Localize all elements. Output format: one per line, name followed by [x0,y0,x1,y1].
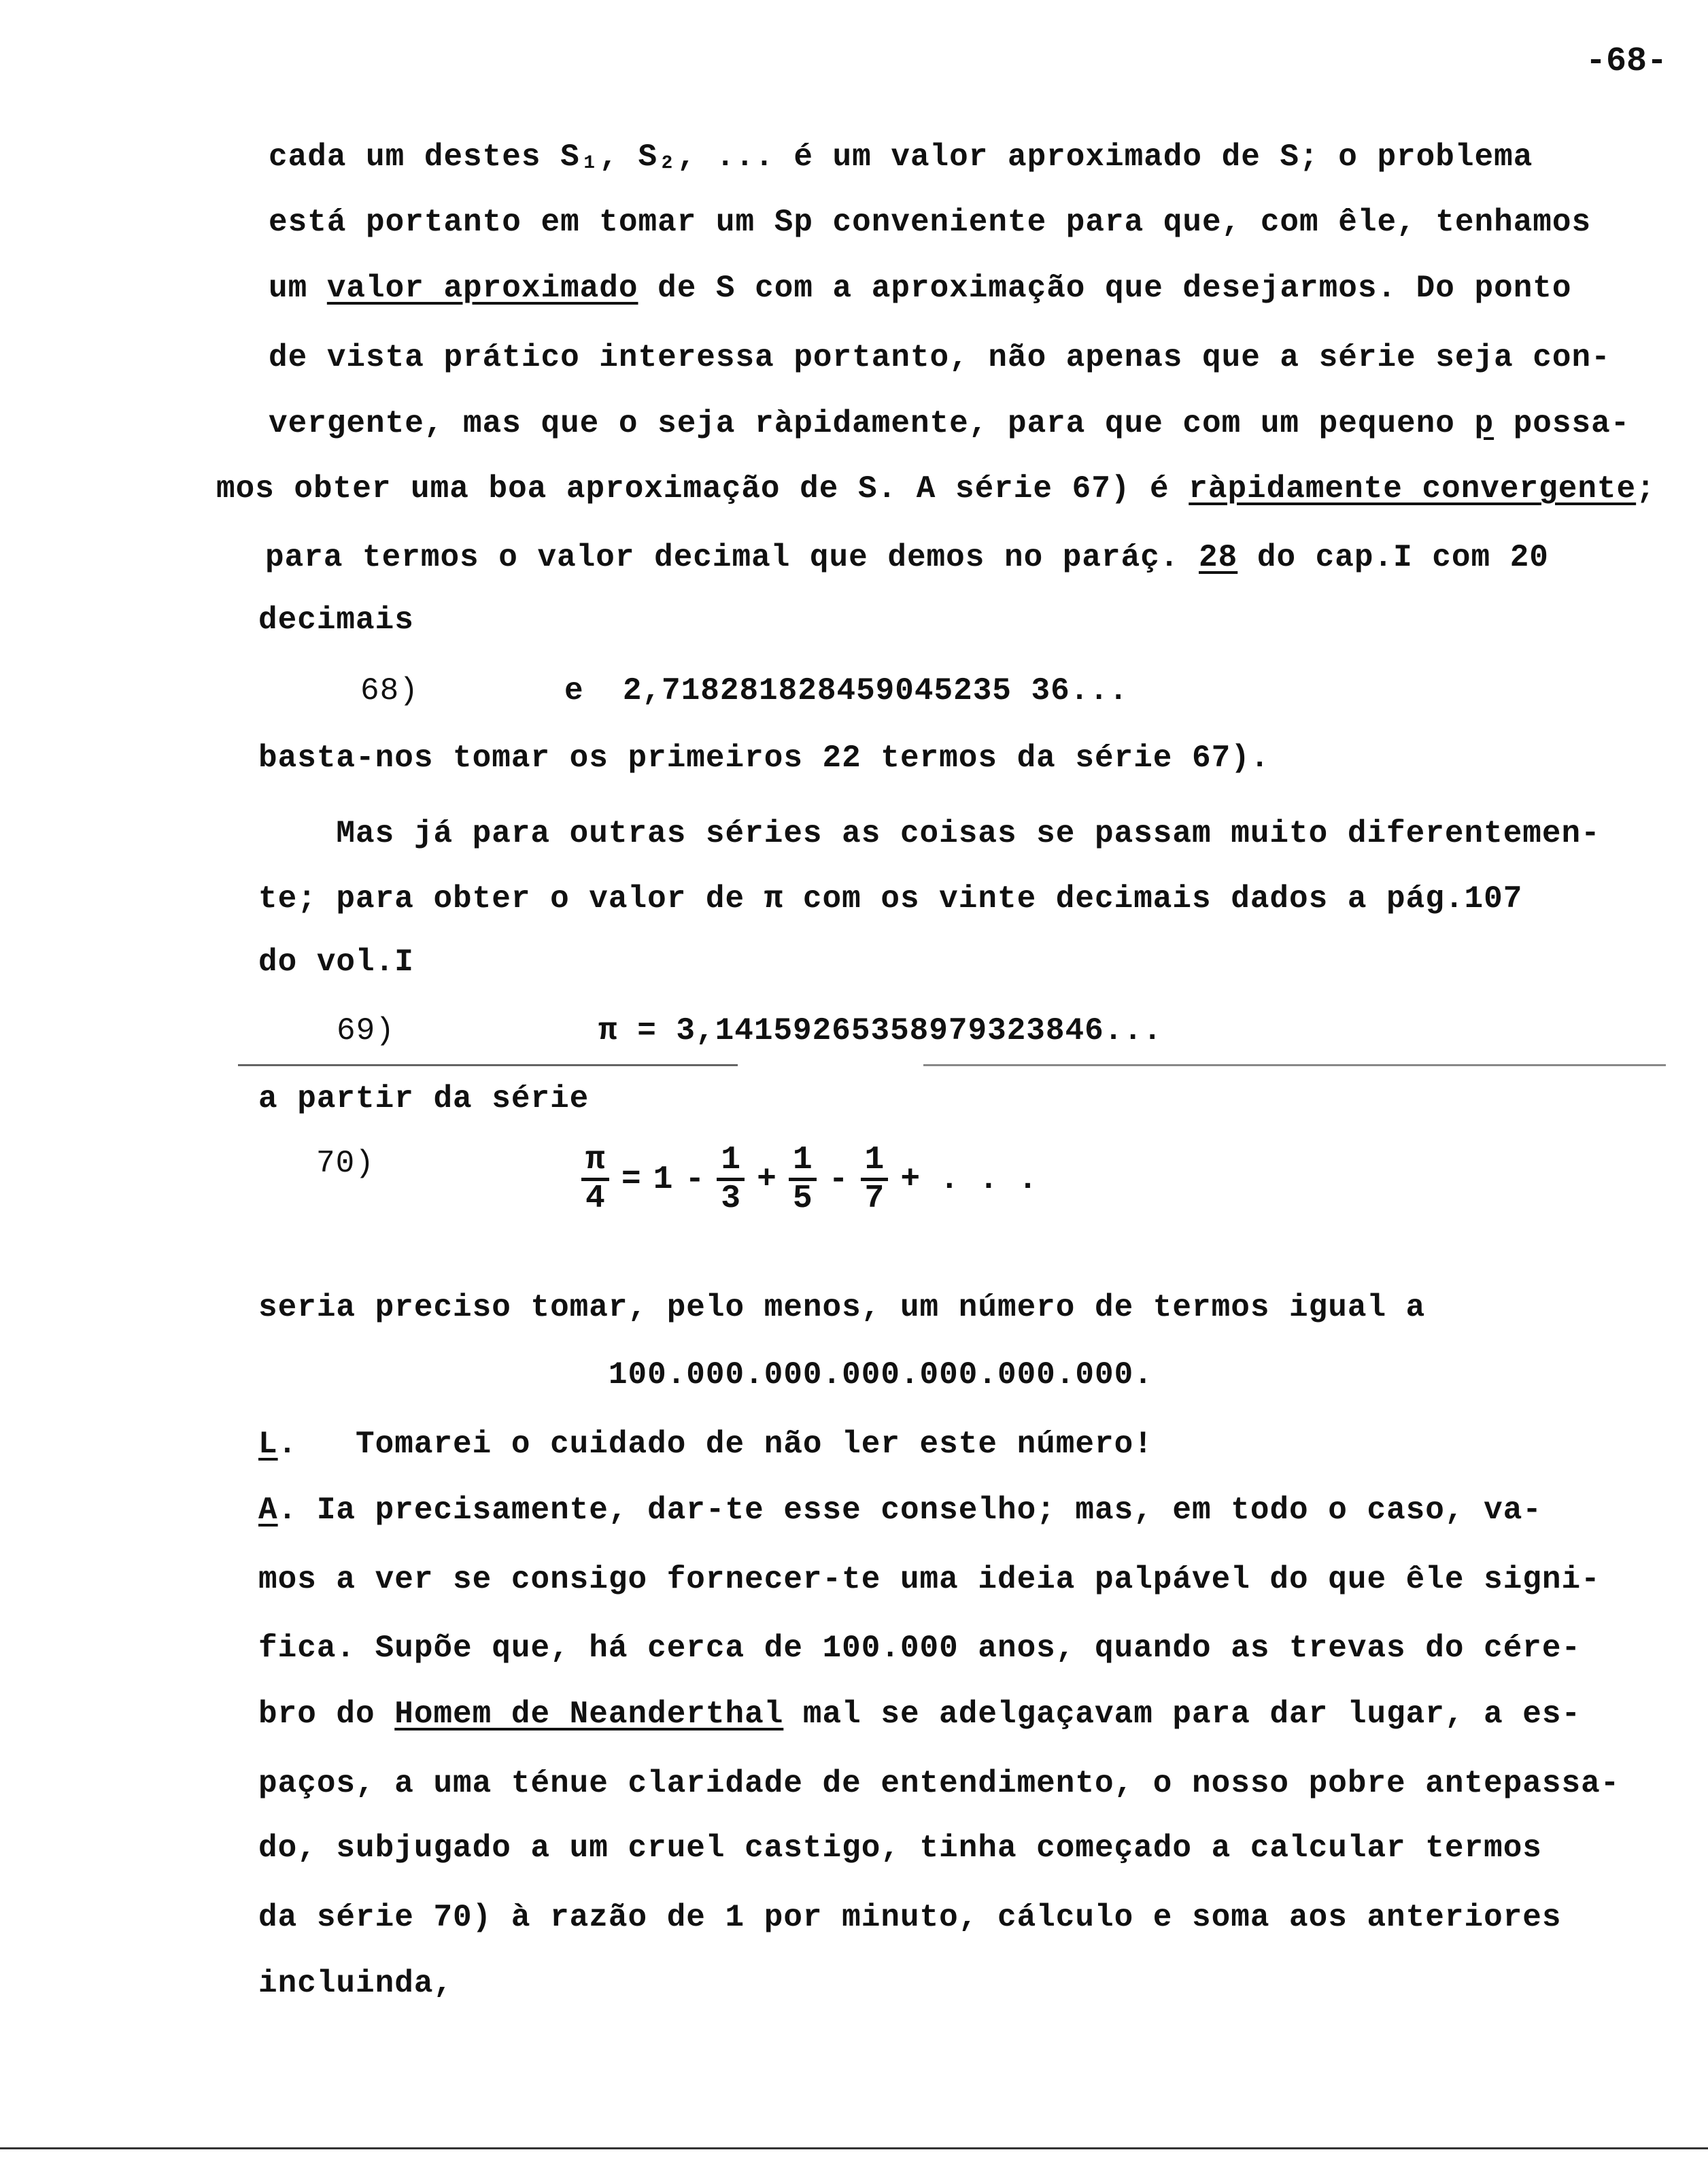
equation-leibniz-series [581,1142,1038,1216]
numerator: 1 [789,1142,817,1181]
equation-label: 69) [337,1013,395,1049]
text-segment: te; para obter o valor de π com os vinte decimais dados a pág.107 [258,881,1523,917]
numerator: π [581,1142,609,1181]
divider [238,1064,1666,1066]
text-line [258,815,1601,853]
text-segment: 100.000.000.000.000.000.000. [258,1357,1153,1393]
text-segment: mos obter uma boa aproximação de S. A série 67) é [216,471,1189,507]
numerator: 1 [861,1142,889,1181]
term: 1 [653,1161,673,1198]
denominator: 5 [792,1180,813,1217]
text-line [258,1561,1601,1599]
text-segment: do vol.I [258,944,414,980]
underlined-text: A [258,1493,278,1528]
text-segment: paços, a uma ténue claridade de entendimento, o nosso pobre antepassa- [258,1766,1620,1801]
text-line [258,1629,1581,1667]
denominator: 4 [585,1180,605,1217]
text-segment: fica. Supõe que, há cerca de 100.000 anos, quando as trevas do cére- [258,1631,1582,1666]
text-segment: incluinda, [258,1966,454,2001]
text-segment: mos a ver se consigo fornecer-te uma ideia palpável do que êle signi- [258,1562,1601,1597]
underlined-text: 28 [1199,540,1238,575]
denominator: 7 [864,1180,885,1217]
text-line [269,339,1611,377]
text-segment: do cap.I com 20 [1237,540,1549,575]
text-line [258,739,1269,777]
text-segment: . Tomarei o cuidado de não ler este número! [277,1427,1153,1462]
text-line [258,1356,1153,1394]
equation-label: 70) [316,1146,375,1181]
text-line [258,1765,1620,1803]
text-segment: possa- [1494,406,1630,441]
text-line [258,601,414,639]
operator: - [685,1161,705,1198]
text-line [258,880,1522,918]
text-line [269,138,1533,176]
text-segment: está portanto em tomar um Sp conveniente para que, com êle, tenhamos [269,205,1592,240]
text-line [216,470,1656,508]
text-segment: de vista prático interessa portanto, não apenas que a série seja con- [269,340,1611,375]
operator: + [757,1161,776,1198]
underlined-text: Homem de Neanderthal [394,1697,784,1732]
text-line [258,1425,1153,1463]
text-line [258,943,414,981]
text-segment: do, subjugado a um cruel castigo, tinha começado a calcular termos [258,1830,1542,1866]
denominator: 3 [721,1180,741,1217]
text-line [258,1695,1581,1733]
text-segment: bro do [258,1697,395,1732]
text-segment: de S com a aproximação que desejarmos. Do ponto [638,271,1572,306]
text-segment: vergente, mas que o seja ràpidamente, para que com um pequeno [269,406,1475,441]
text-line [269,405,1630,443]
fraction [861,1142,889,1216]
equals-sign: = [621,1161,641,1198]
underlined-text: p [1474,406,1494,441]
text-segment: para termos o valor decimal que demos no paráç. [265,540,1199,575]
text-segment: ; [1636,471,1656,507]
text-line [258,1289,1425,1327]
text-segment: . Ia precisamente, dar-te esse conselho; mas, em todo o caso, va- [277,1493,1542,1528]
page-edge [0,2147,1708,2149]
text-segment: decimais [258,602,414,638]
text-line [265,539,1549,577]
text-line [258,1829,1542,1867]
underlined-text: L [258,1427,278,1462]
operator: - [828,1161,849,1198]
text-line [258,1080,589,1118]
text-segment: mal se adelgaçavam para dar lugar, a es- [783,1697,1582,1732]
text-segment: cada um destes S₁, S₂, ... é um valor aproximado de S; o problema [269,139,1533,175]
text-line [258,1491,1542,1529]
text-line [258,1898,1562,1937]
ellipsis: + . . . [900,1161,1038,1198]
text-segment: basta-nos tomar os primeiros 22 termos da série 67). [258,740,1270,776]
text-segment: Mas já para outras séries as coisas se passam muito diferentemen- [258,816,1601,851]
text-segment: a partir da série [258,1081,590,1116]
fraction [717,1142,745,1216]
page-number: -68- [1585,42,1667,81]
text-line [269,203,1591,241]
text-line [258,1964,453,2002]
equation-e: e 2,718281828459045235 36... [564,673,1129,709]
fraction [581,1142,609,1216]
text-segment: da série 70) à razão de 1 por minuto, cálculo e soma aos anteriores [258,1900,1562,1935]
text-segment: seria preciso tomar, pelo menos, um número de termos igual a [258,1290,1426,1325]
text-line [269,269,1572,307]
equation-label: 68) [360,673,419,709]
underlined-text: valor aproximado [326,271,638,306]
fraction [789,1142,817,1216]
text-segment: um [269,271,327,306]
underlined-text: ràpidamente convergente [1189,471,1637,507]
numerator: 1 [717,1142,745,1181]
equation-pi: π = 3,14159265358979323846... [598,1013,1163,1049]
